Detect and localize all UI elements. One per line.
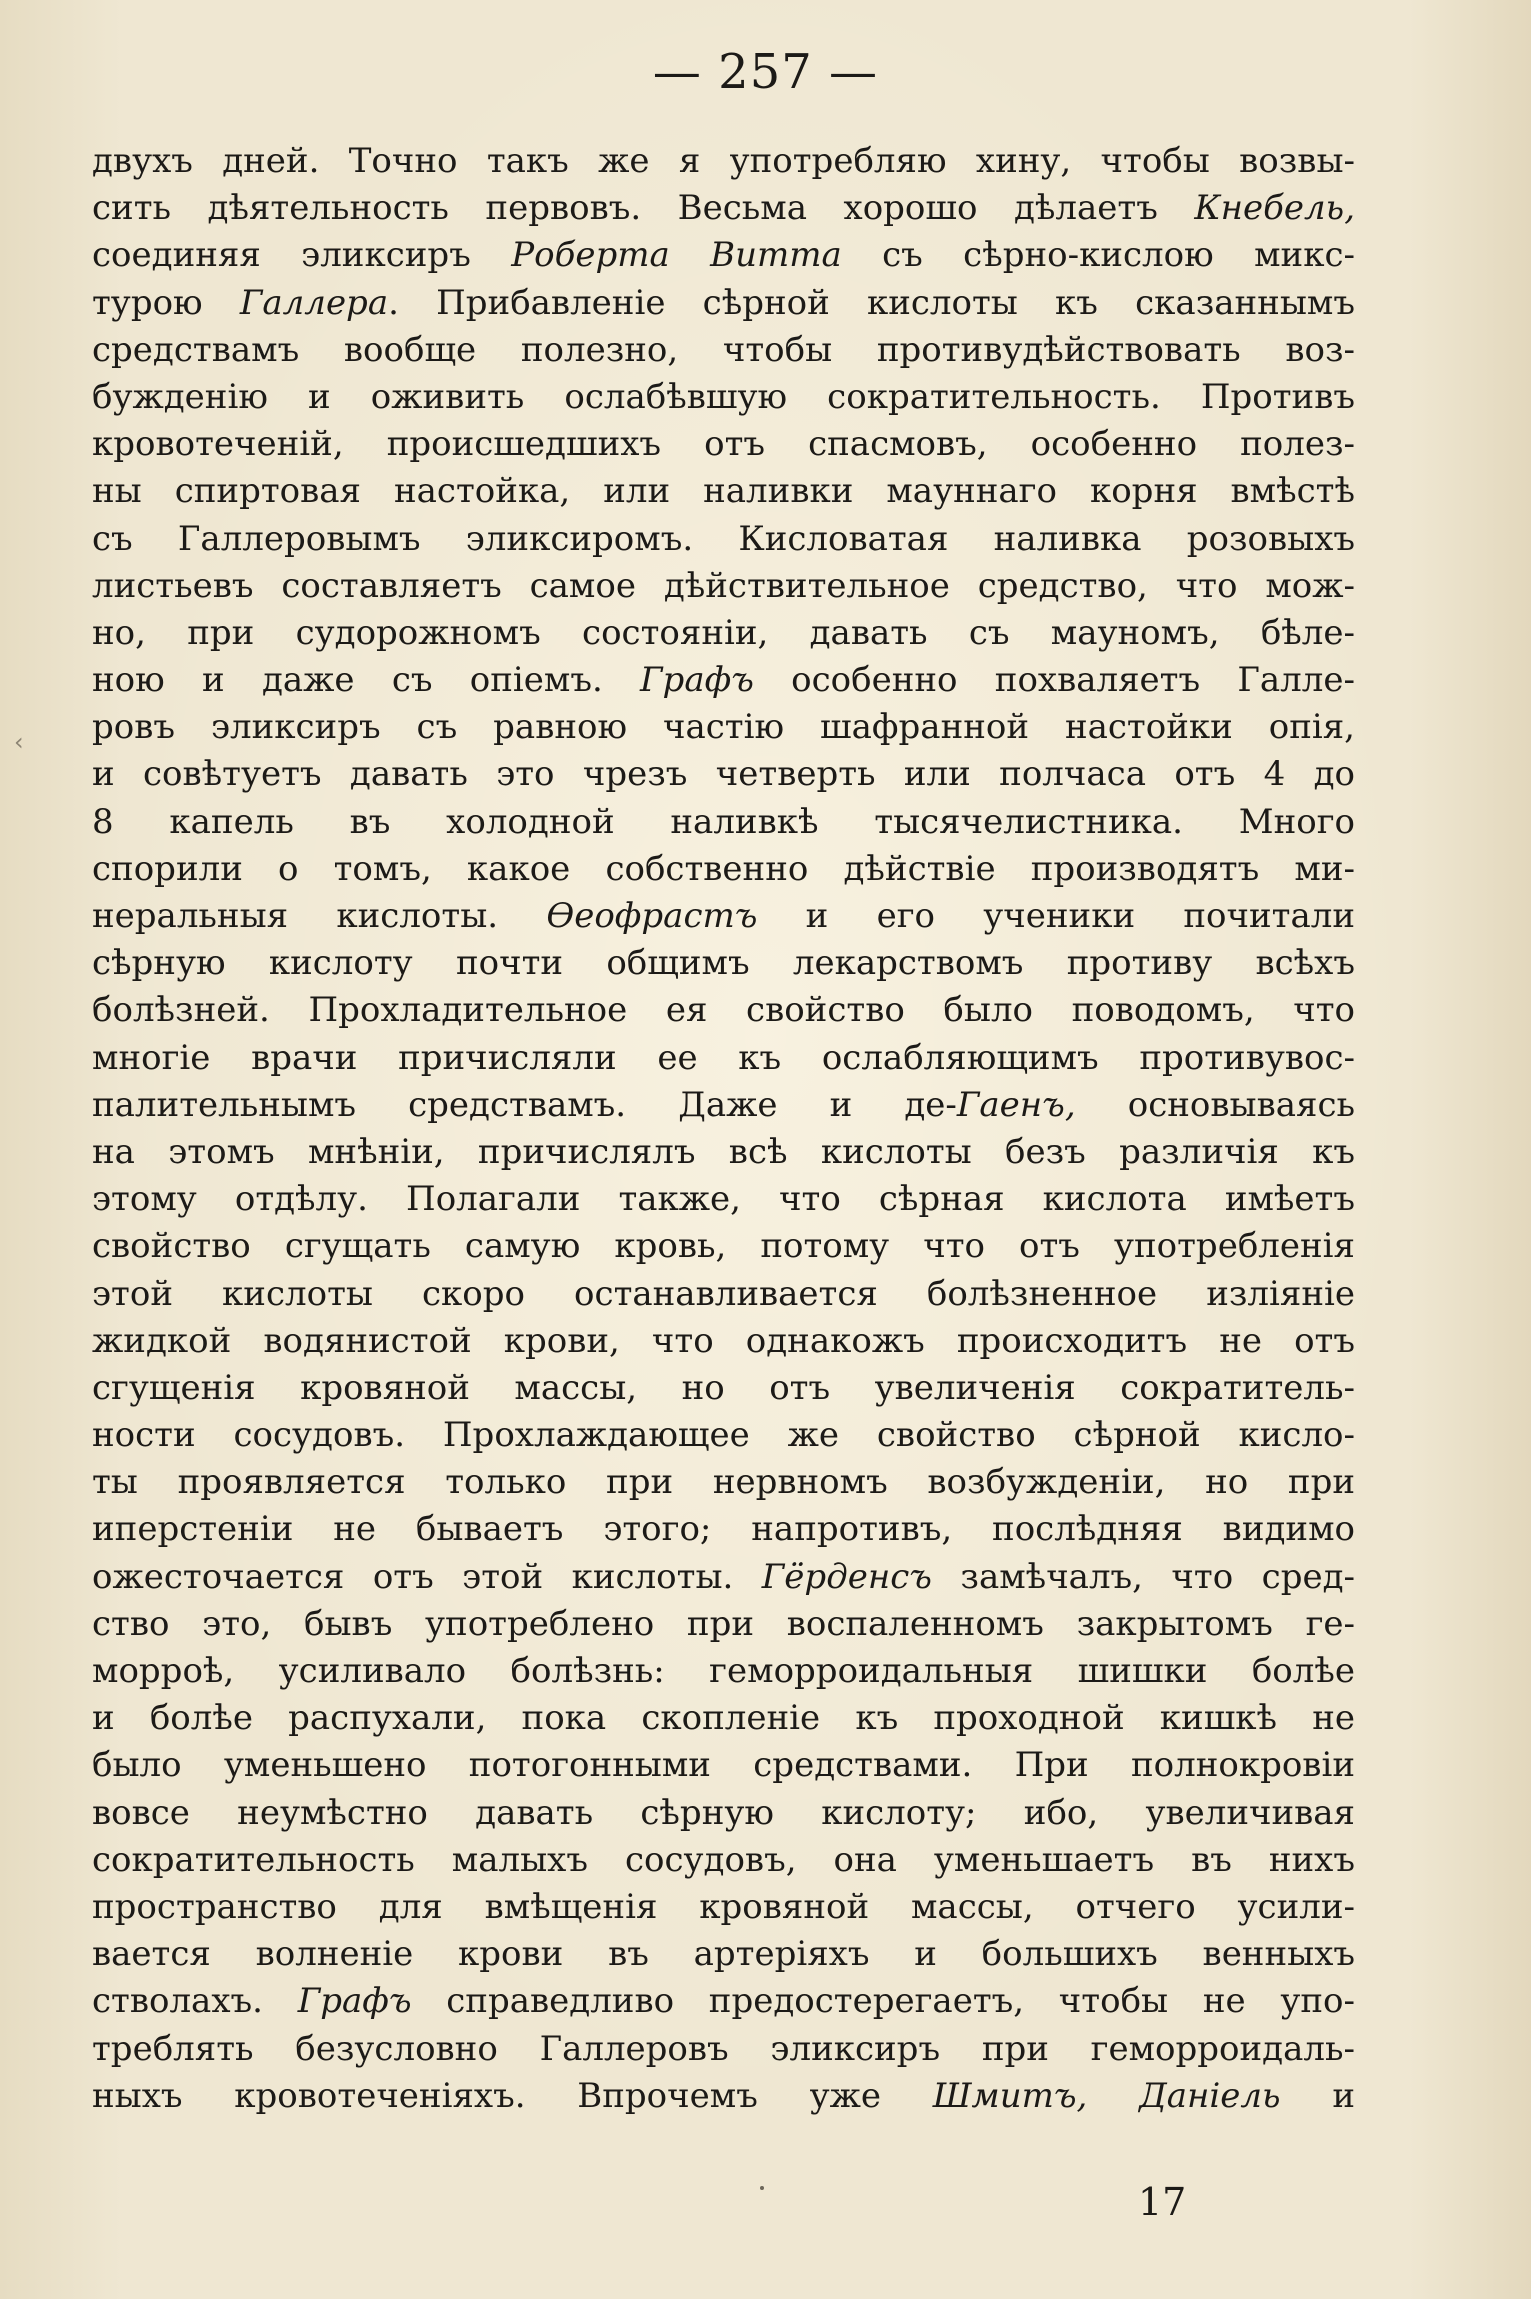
text-line [92, 751, 1355, 798]
text-line [92, 1648, 1355, 1695]
text-line [92, 138, 1355, 185]
text-segment: свойство сгущать самую кровь, потому что отъ употребленія [92, 1226, 1355, 1267]
text-line [92, 1601, 1355, 1648]
text-segment: съ Галлеровымъ эликсиромъ. Кисловатая наливка розовыхъ [92, 518, 1355, 559]
text-line [92, 987, 1355, 1034]
text-segment: сить дѣятельность первовъ. Весьма хорошо дѣлаетъ [92, 188, 1195, 229]
text-segment: сократительность малыхъ сосудовъ, она уменьшаетъ въ нихъ [92, 1839, 1355, 1880]
text-segment: морроѣ, усиливало болѣзнь: геморроидальныя шишки болѣе [92, 1651, 1355, 1691]
text-line [92, 327, 1355, 374]
text-line [92, 1035, 1355, 1082]
text-line [92, 421, 1355, 468]
italic-name: Ѳеофрастъ [546, 896, 758, 936]
text-segment: стволахъ. [92, 1981, 298, 2022]
text-line [92, 2026, 1355, 2073]
text-segment: на этомъ мнѣніи, причислялъ всѣ кислоты безъ различія къ [92, 1131, 1355, 1172]
text-line [92, 1129, 1355, 1176]
text-segment: вается волненіе крови въ артеріяхъ и большихъ венныхъ [92, 1934, 1355, 1975]
print-dot [760, 2186, 764, 2190]
text-line [92, 1884, 1355, 1931]
text-line [92, 232, 1355, 279]
text-line [92, 1790, 1355, 1837]
italic-name: Графъ [297, 1981, 412, 2022]
text-segment: кровотеченій, происшедшихъ отъ спасмовъ, особенно полез- [92, 424, 1355, 465]
text-line [92, 468, 1355, 515]
text-line [92, 1459, 1355, 1506]
text-segment: турою [92, 282, 240, 323]
text-segment: листьевъ составляетъ самое дѣйствительное средство, что мож- [92, 565, 1355, 606]
text-segment: этой кислоты скоро останавливается болѣзненное изліяніе [92, 1273, 1355, 1314]
text-segment: было уменьшено потогонными средствами. При полнокровіи [92, 1745, 1355, 1786]
text-line [92, 610, 1355, 657]
text-line [92, 1506, 1355, 1553]
text-segment: особенно похваляетъ Галле- [753, 660, 1355, 701]
text-line [92, 1223, 1355, 1270]
page-number: — 257 — [652, 44, 879, 100]
text-line [92, 1554, 1355, 1601]
text-line [92, 1271, 1355, 1318]
text-line [92, 1176, 1355, 1223]
text-line [92, 940, 1355, 987]
text-segment: соединяя эликсиръ [92, 235, 512, 276]
italic-name: Гёрденсъ [761, 1556, 932, 1597]
text-segment: двухъ дней. Точно такъ же я употребляю хину, чтобы возвы- [92, 141, 1355, 181]
text-line [92, 280, 1355, 327]
text-segment: спорили о томъ, какое собственно дѣйствіе производятъ ми- [92, 848, 1355, 889]
text-segment: но, при судорожномъ состояніи, давать съ мауномъ, бѣле- [92, 612, 1355, 653]
italic-name: Роберта Витта [511, 235, 842, 276]
text-line [92, 1978, 1355, 2025]
text-segment: ныхъ кровотеченіяхъ. Впрочемъ уже [92, 2075, 933, 2116]
text-line [92, 657, 1355, 704]
italic-name: Графъ [640, 660, 754, 701]
text-segment: иперстеніи не бываетъ этого; напротивъ, послѣдняя видимо [92, 1509, 1355, 1550]
text-line [92, 516, 1355, 563]
text-segment: сѣрную кислоту почти общимъ лекарствомъ противу всѣхъ [92, 943, 1355, 984]
italic-name: Гаенъ, [956, 1084, 1076, 1125]
italic-name: Шмитъ, Даніель [932, 2075, 1281, 2116]
text-line [92, 2073, 1355, 2120]
text-line [92, 704, 1355, 751]
text-segment: этому отдѣлу. Полагали также, что сѣрная кислота имѣетъ [92, 1179, 1355, 1220]
text-line [92, 185, 1355, 232]
text-segment: и совѣтуетъ давать это чрезъ четверть или полчаса отъ 4 до [92, 754, 1355, 795]
text-segment: бужденію и оживить ослабѣвшую сократительность. Противъ [92, 376, 1355, 417]
text-segment: средствамъ вообще полезно, чтобы противудѣйствовать воз- [92, 329, 1355, 370]
text-segment: ство это, бывъ употреблено при воспаленномъ закрытомъ ге- [92, 1603, 1355, 1644]
text-segment: ною и даже съ опіемъ. [92, 660, 641, 701]
text-segment: и болѣе распухали, пока скопленіе къ проходной кишкѣ не [92, 1698, 1355, 1739]
text-segment: справедливо предостерегаетъ, чтобы не упо- [411, 1981, 1355, 2022]
text-line [92, 1931, 1355, 1978]
body-text [92, 138, 1355, 2120]
margin-mark: ‹ [14, 728, 24, 756]
text-segment: основываясь [1075, 1084, 1355, 1125]
text-line [92, 1837, 1355, 1884]
text-segment: замѣчалъ, что сред- [931, 1556, 1355, 1597]
text-line [92, 1365, 1355, 1412]
text-segment: сгущенія кровяной массы, но отъ увеличенія сократитель- [92, 1367, 1355, 1408]
text-segment: треблять безусловно Галлеровъ эликсиръ при геморроидаль- [92, 2028, 1355, 2069]
text-line [92, 1082, 1355, 1129]
text-segment: ны спиртовая настойка, или наливки мауннаго корня вмѣстѣ [92, 471, 1355, 512]
italic-name: Кнебель, [1194, 188, 1355, 229]
text-segment: и [1280, 2075, 1355, 2116]
text-segment: ровъ эликсиръ съ равною частію шафранной настойки опія, [92, 707, 1355, 748]
text-segment: съ сѣрно-кислою микс- [841, 235, 1355, 276]
text-segment: вовсе неумѣстно давать сѣрную кислоту; ибо, увеличивая [92, 1792, 1355, 1833]
text-segment: болѣзней. Прохладительное ея свойство было поводомъ, что [92, 990, 1355, 1031]
text-line [92, 799, 1355, 846]
text-line [92, 1318, 1355, 1365]
italic-name: Галлера [239, 282, 389, 323]
text-segment: 8 капель въ холодной наливкѣ тысячелистника. Много [92, 801, 1355, 842]
text-segment: ности сосудовъ. Прохлаждающее же свойство сѣрной кисло- [92, 1415, 1355, 1456]
text-segment: палительнымъ средствамъ. Даже и де- [92, 1084, 957, 1125]
text-line [92, 1695, 1355, 1742]
text-segment: пространство для вмѣщенія кровяной массы, отчего усили- [92, 1886, 1355, 1927]
text-segment: ожесточается отъ этой кислоты. [92, 1556, 762, 1597]
text-line [92, 846, 1355, 893]
text-line [92, 374, 1355, 421]
text-segment: неральныя кислоты. [92, 896, 547, 936]
text-segment: жидкой водянистой крови, что однакожъ происходитъ не отъ [92, 1320, 1355, 1361]
text-segment: . Прибавленіе сѣрной кислоты къ сказаннымъ [388, 282, 1355, 323]
text-line [92, 1412, 1355, 1459]
text-line [92, 1742, 1355, 1789]
text-segment: многіе врачи причисляли ее къ ослабляющимъ противувос- [92, 1037, 1355, 1078]
text-line [92, 563, 1355, 610]
text-segment: ты проявляется только при нервномъ возбужденіи, но при [92, 1462, 1355, 1503]
signature-mark: 17 [1138, 2180, 1187, 2224]
text-segment: и его ученики почитали [757, 896, 1355, 936]
text-line [92, 893, 1355, 940]
